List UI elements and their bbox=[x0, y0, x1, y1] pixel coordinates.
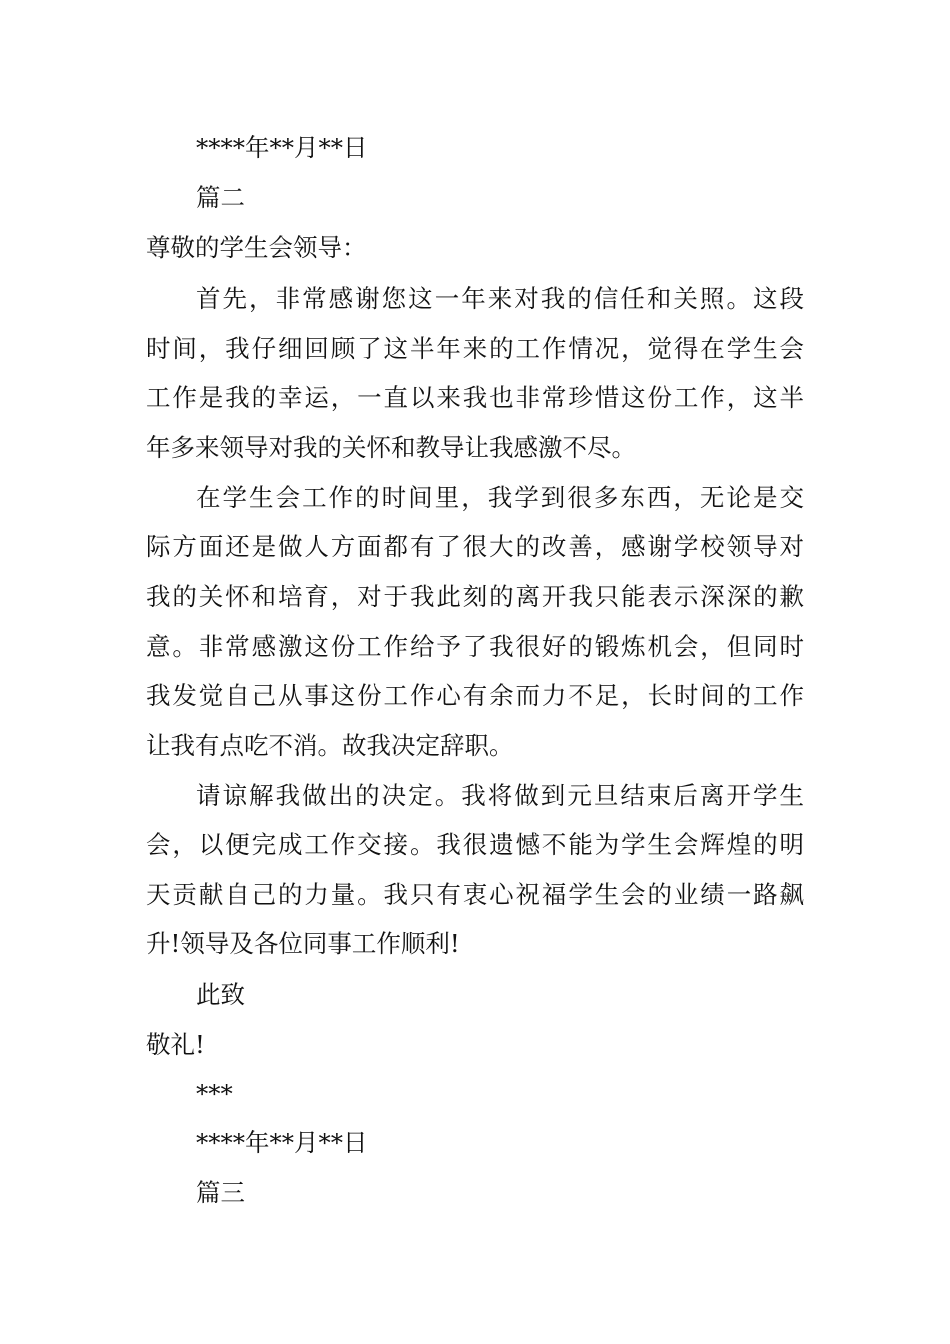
paragraph-line: 让我有点吃不消。故我决定辞职。 bbox=[146, 731, 514, 760]
paragraph-line: 时间，我仔细回顾了这半年来的工作情况，觉得在学生会 bbox=[146, 334, 804, 363]
paragraph-line: 在学生会工作的时间里，我学到很多东西，无论是交 bbox=[196, 483, 804, 512]
paragraph-line: 天贡献自己的力量。我只有衷心祝福学生会的业绩一路飙 bbox=[146, 880, 804, 909]
paragraph-line: 首先，非常感谢您这一年来对我的信任和关照。这段 bbox=[196, 284, 804, 313]
salutation: 尊敬的学生会领导： bbox=[146, 233, 367, 262]
paragraph-line: 我的关怀和培育，对于我此刻的离开我只能表示深深的歉 bbox=[146, 582, 804, 611]
date-line: ****年**月**日 bbox=[196, 133, 368, 162]
paragraph-line: 际方面还是做人方面都有了很大的改善，感谢学校领导对 bbox=[146, 532, 804, 561]
paragraph-line: 工作是我的幸运，一直以来我也非常珍惜这份工作，这半 bbox=[146, 383, 804, 412]
signature-line: *** bbox=[196, 1079, 233, 1108]
section-heading: 篇三 bbox=[196, 1178, 245, 1207]
section-heading: 篇二 bbox=[196, 183, 245, 212]
paragraph-line: 升!领导及各位同事工作顺利! bbox=[146, 929, 460, 958]
paragraph-line: 会，以便完成工作交接。我很遗憾不能为学生会辉煌的明 bbox=[146, 830, 804, 859]
paragraph-line: 请谅解我做出的决定。我将做到元旦结束后离开学生 bbox=[196, 781, 804, 810]
paragraph-line: 意。非常感激这份工作给予了我很好的锻炼机会，但同时 bbox=[146, 632, 804, 661]
paragraph-line: 我发觉自己从事这份工作心有余而力不足，长时间的工作 bbox=[146, 681, 804, 710]
closing-salute: 敬礼! bbox=[146, 1030, 205, 1059]
date-line: ****年**月**日 bbox=[196, 1128, 368, 1157]
closing-line: 此致 bbox=[196, 980, 245, 1009]
paragraph-line: 年多来领导对我的关怀和教导让我感激不尽。 bbox=[146, 433, 636, 462]
